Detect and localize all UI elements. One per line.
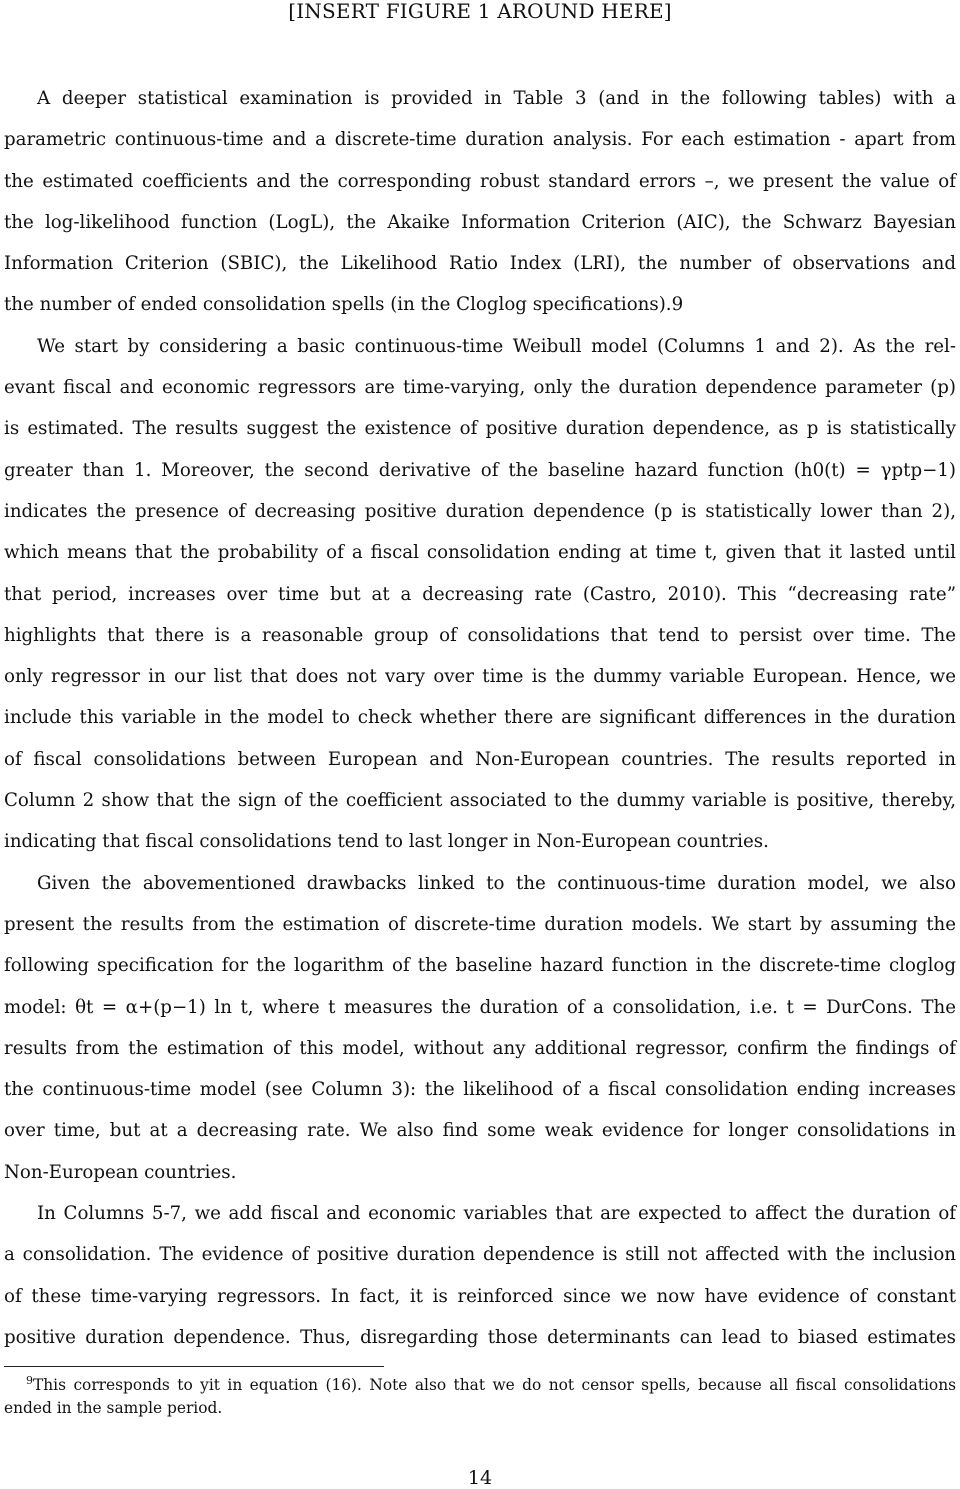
footnote-line: ended in the sample period. — [4, 1399, 223, 1417]
paragraph-2 — [4, 326, 956, 863]
text-line: Given the abovementioned drawbacks linked to the continuous-time duration model, we also — [37, 872, 956, 894]
text-line: that period, increases over time but at a decreasing rate (Castro, 2010). This “decreasing rate” — [4, 583, 956, 605]
text-line: over time, but at a decreasing rate. We also find some weak evidence for longer consolidations in — [4, 1120, 956, 1142]
text-line: a consolidation. The evidence of positive duration dependence is still not affected with the inclusion — [4, 1244, 956, 1266]
text-line: which means that the probability of a fiscal consolidation ending at time t, given that it lasted until — [4, 542, 956, 564]
text-line: of fiscal consolidations between European and Non-European countries. The results reported in — [4, 748, 956, 770]
text-line: present the results from the estimation of discrete-time duration models. We start by assuming the — [4, 913, 956, 935]
text-line: Non-European countries. — [4, 1161, 237, 1183]
text-line: only regressor in our list that does not vary over time is the dummy variable European. Hence, we — [4, 666, 956, 688]
text-line: Column 2 show that the sign of the coefficient associated to the dummy variable is positive, thereby, — [4, 790, 956, 812]
text-line: We start by considering a basic continuous-time Weibull model (Columns 1 and 2). As the rel- — [37, 335, 956, 357]
text-line: greater than 1. Moreover, the second derivative of the baseline hazard function (h0(t) = γptp−1) — [4, 459, 956, 481]
text-line: results from the estimation of this model, without any additional regressor, confirm the findings of — [4, 1037, 956, 1059]
footnote-line — [4, 1374, 956, 1397]
text-line: model: θt = α+(p−1) ln t, where t measures the duration of a consolidation, i.e. t = DurCons. The — [4, 996, 956, 1018]
footnote-number: 9 — [26, 1374, 33, 1387]
footnote-rule — [4, 1366, 384, 1367]
paragraph-4 — [4, 1193, 956, 1358]
text-line: indicating that fiscal consolidations tend to last longer in Non-European countries. — [4, 831, 769, 853]
page-number: 14 — [467, 1467, 493, 1489]
figure-placeholder-note: [INSERT FIGURE 1 AROUND HERE] — [288, 0, 672, 23]
text-line: of these time-varying regressors. In fact, it is reinforced since we now have evidence of constant — [4, 1285, 956, 1307]
text-line: indicates the presence of decreasing positive duration dependence (p is statistically lower than 2), — [4, 500, 956, 522]
text-line: include this variable in the model to check whether there are significant differences in the duration — [4, 707, 956, 729]
body-text — [4, 78, 956, 1358]
text-line: A deeper statistical examination is provided in Table 3 (and in the following tables) with a — [37, 88, 956, 109]
text-line: parametric continuous-time and a discrete-time duration analysis. For each estimation - apart from — [4, 129, 956, 151]
text-line: the estimated coefficients and the corresponding robust standard errors –, we present the value of — [4, 170, 956, 192]
footnote-text: This corresponds to yit in equation (16). Note also that we do not censor spells, because all fiscal consolidations — [33, 1376, 956, 1394]
text-line: evant fiscal and economic regressors are time-varying, only the duration dependence parameter (p) — [4, 377, 956, 399]
text-line: the number of ended consolidation spells (in the Cloglog specifications).9 — [4, 294, 684, 316]
text-line: following specification for the logarithm of the baseline hazard function in the discrete-time cloglog — [4, 955, 956, 977]
text-line: is estimated. The results suggest the existence of positive duration dependence, as p is statistically — [4, 418, 956, 440]
text-line: the continuous-time model (see Column 3): the likelihood of a fiscal consolidation ending increases — [4, 1079, 956, 1101]
paragraph-1 — [4, 78, 956, 326]
text-line: Information Criterion (SBIC), the Likelihood Ratio Index (LRI), the number of observations and — [4, 253, 956, 275]
text-line: highlights that there is a reasonable group of consolidations that tend to persist over time. The — [4, 624, 956, 646]
footnote — [4, 1374, 956, 1420]
text-line: the log-likelihood function (LogL), the Akaike Information Criterion (AIC), the Schwarz Bayesian — [4, 211, 956, 233]
paragraph-3 — [4, 863, 956, 1193]
text-line: positive duration dependence. Thus, disregarding those determinants can lead to biased estimates — [4, 1326, 956, 1348]
text-line: In Columns 5-7, we add fiscal and economic variables that are expected to affect the duration of — [37, 1203, 956, 1225]
